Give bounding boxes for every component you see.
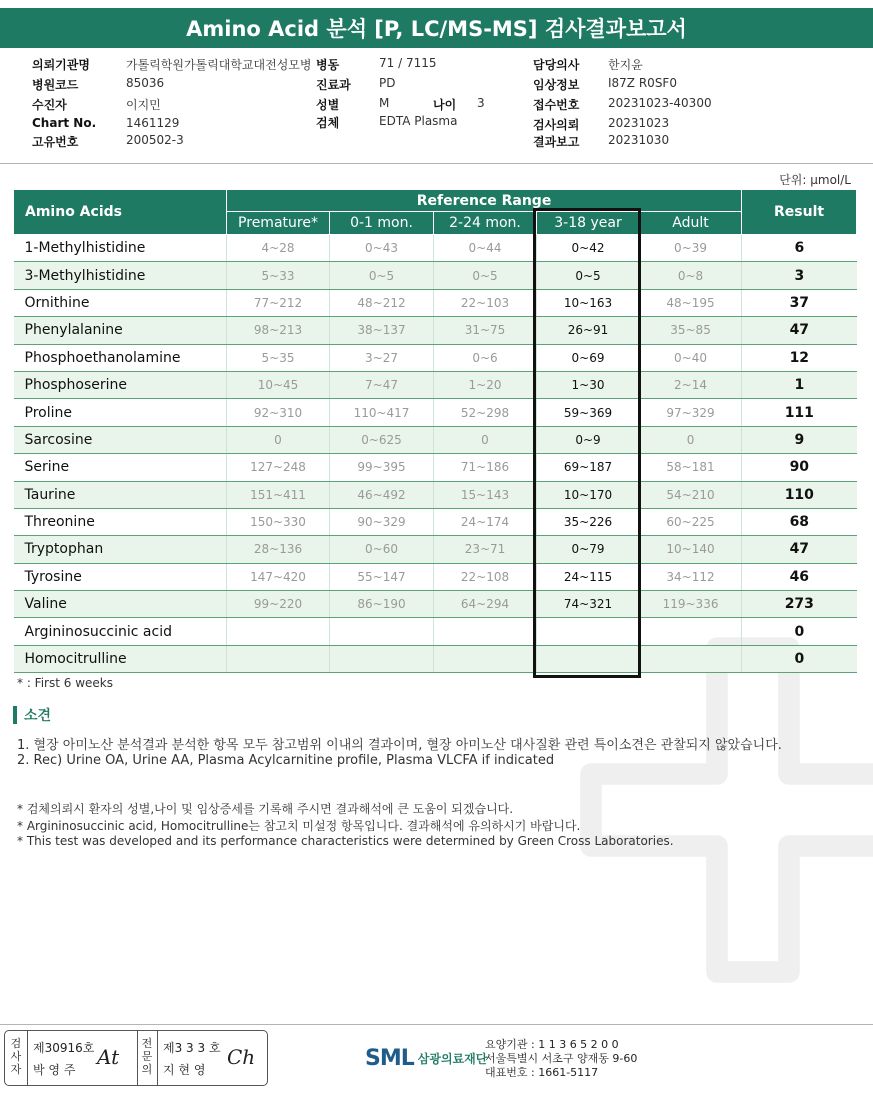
range-adult: 10~140: [640, 536, 742, 563]
range-adult: 54~210: [640, 481, 742, 508]
note-line-2: * Argininosuccinic acid, Homocitrulline는 참고치 미설정 항목입니다. 결과해석에 유의하시기 바랍니다.: [17, 819, 581, 833]
range-2-24-mon: 22~108: [434, 563, 537, 590]
table-row: [14, 262, 857, 289]
specialist-signature: Ch: [227, 1045, 256, 1069]
range-3-18-year: [537, 618, 640, 645]
range-adult: 97~329: [640, 399, 742, 426]
age-label: 나이: [433, 98, 457, 112]
range-0-1-mon: 90~329: [330, 508, 434, 535]
ward-label: 병동: [316, 58, 340, 72]
range-3-18-year: 1~30: [537, 371, 640, 398]
opinion-line-2: 2. Rec) Urine OA, Urine AA, Plasma Acylcarnitine profile, Plasma VLCFA if indicated: [17, 753, 555, 768]
range-2-24-mon: [434, 618, 537, 645]
header-range-adult: Adult: [640, 212, 742, 235]
range-premature: 5~33: [227, 262, 330, 289]
range-0-1-mon: 0~5: [330, 262, 434, 289]
lab-code: 요양기관 : 1 1 3 6 5 2 0 0: [485, 1038, 619, 1051]
logo-mark: SML: [365, 1045, 414, 1071]
header-range-2-24-mon: 2-24 mon.: [434, 212, 537, 235]
patient-value: 이지민: [126, 98, 161, 112]
range-premature: [227, 645, 330, 672]
result-value: 47: [742, 317, 857, 344]
amino-acid-name: Serine: [14, 454, 227, 481]
tester-label-text: 검 사 자: [10, 1037, 22, 1076]
range-adult: [640, 618, 742, 645]
range-adult: 0~8: [640, 262, 742, 289]
hospital-code-label: 병원코드: [32, 78, 79, 92]
specialist-name: 지 현 영: [163, 1063, 206, 1077]
tester-name: 박 영 주: [33, 1063, 76, 1077]
sex-label: 성별: [316, 98, 340, 112]
divider: [157, 1031, 158, 1085]
receipt-value: 20231023-40300: [608, 96, 712, 110]
result-value: 0: [742, 645, 857, 672]
table-row: [14, 399, 857, 426]
specimen-value: EDTA Plasma: [379, 114, 458, 128]
range-3-18-year: 26~91: [537, 317, 640, 344]
range-2-24-mon: 0: [434, 426, 537, 453]
lab-info: [485, 1038, 637, 1080]
range-0-1-mon: 7~47: [330, 371, 434, 398]
unique-value: 200502-3: [126, 133, 184, 147]
note-line-1: * 검체의뢰시 환자의 성별,나이 및 임상증세를 기록해 주시면 결과해석에 큰 도움이 되겠습니다.: [17, 802, 514, 816]
range-0-1-mon: 48~212: [330, 289, 434, 316]
range-adult: [640, 645, 742, 672]
result-value: 68: [742, 508, 857, 535]
amino-acid-name: Phosphoethanolamine: [14, 344, 227, 371]
range-adult: 48~195: [640, 289, 742, 316]
range-premature: 98~213: [227, 317, 330, 344]
result-value: 47: [742, 536, 857, 563]
range-3-18-year: 59~369: [537, 399, 640, 426]
result-value: 0: [742, 618, 857, 645]
result-value: 12: [742, 344, 857, 371]
amino-acid-name: Proline: [14, 399, 227, 426]
opinion-line-1: 1. 혈장 아미노산 분석결과 분석한 항목 모두 참고범위 이내의 결과이며, 혈장 아미노산 대사질환 관련 특이소견은 관찰되지 않았습니다.: [17, 738, 782, 753]
logo-name: 삼광의료재단: [417, 1051, 488, 1066]
range-0-1-mon: 46~492: [330, 481, 434, 508]
header-reference-range: Reference Range: [227, 190, 742, 212]
range-adult: 0: [640, 426, 742, 453]
result-value: 6: [742, 235, 857, 262]
range-adult: 0~39: [640, 235, 742, 262]
patient-info: [0, 56, 873, 156]
ward-value: 71 / 7115: [379, 56, 437, 70]
report-date-label: 결과보고: [533, 135, 580, 149]
tester-license: 제30916호: [33, 1041, 95, 1055]
range-0-1-mon: 110~417: [330, 399, 434, 426]
watermark-icon: [573, 620, 873, 1000]
range-premature: 4~28: [227, 235, 330, 262]
table-row: [14, 591, 857, 618]
range-2-24-mon: [434, 645, 537, 672]
result-value: 111: [742, 399, 857, 426]
header-amino-acids: Amino Acids: [14, 190, 227, 235]
range-premature: 92~310: [227, 399, 330, 426]
tester-signature: At: [97, 1045, 120, 1069]
header-result: Result: [742, 190, 857, 235]
specialist-license: 제3 3 3 호: [163, 1041, 221, 1055]
table-row: [14, 289, 857, 316]
result-value: 9: [742, 426, 857, 453]
range-premature: 151~411: [227, 481, 330, 508]
range-0-1-mon: 55~147: [330, 563, 434, 590]
amino-acid-name: Sarcosine: [14, 426, 227, 453]
opinion-heading: [13, 705, 51, 725]
range-2-24-mon: 31~75: [434, 317, 537, 344]
range-premature: 5~35: [227, 344, 330, 371]
range-0-1-mon: [330, 618, 434, 645]
amino-acid-rows: [14, 235, 857, 673]
range-premature: [227, 618, 330, 645]
footer-divider: [0, 1024, 873, 1025]
range-adult: 34~112: [640, 563, 742, 590]
result-value: 273: [742, 591, 857, 618]
range-premature: 10~45: [227, 371, 330, 398]
clinical-label: 임상정보: [533, 78, 580, 92]
result-value: 3: [742, 262, 857, 289]
table-footnote: * : First 6 weeks: [17, 676, 113, 690]
range-3-18-year: 10~170: [537, 481, 640, 508]
range-adult: 0~40: [640, 344, 742, 371]
sex-value: M: [379, 96, 390, 110]
range-3-18-year: 24~115: [537, 563, 640, 590]
range-3-18-year: 0~42: [537, 235, 640, 262]
chart-value: 1461129: [126, 116, 180, 130]
institution-value: 가톨릭학원가톨릭대학교대전성모병: [126, 58, 312, 72]
lab-phone: 대표번호 : 1661-5117: [485, 1066, 599, 1079]
range-premature: 150~330: [227, 508, 330, 535]
divider: [27, 1031, 28, 1085]
unit-label: 단위: μmol/L: [779, 173, 851, 187]
range-2-24-mon: 1~20: [434, 371, 537, 398]
specialist-label: [138, 1037, 156, 1076]
range-0-1-mon: 86~190: [330, 591, 434, 618]
amino-acid-name: Ornithine: [14, 289, 227, 316]
range-3-18-year: 0~9: [537, 426, 640, 453]
table-row: [14, 371, 857, 398]
range-2-24-mon: 0~5: [434, 262, 537, 289]
table-row: [14, 235, 857, 262]
range-2-24-mon: 71~186: [434, 454, 537, 481]
tester-label: [7, 1037, 25, 1076]
lab-address: 서울특별시 서초구 양재동 9-60: [485, 1052, 638, 1065]
range-2-24-mon: 0~6: [434, 344, 537, 371]
institution-label: 의뢰기관명: [32, 58, 90, 72]
amino-acid-name: Tyrosine: [14, 563, 227, 590]
table-row: [14, 344, 857, 371]
report-date-value: 20231030: [608, 133, 670, 147]
range-0-1-mon: 0~43: [330, 235, 434, 262]
result-value: 37: [742, 289, 857, 316]
specialist-label-text: 전 문 의: [141, 1037, 153, 1076]
range-0-1-mon: [330, 645, 434, 672]
range-2-24-mon: 0~44: [434, 235, 537, 262]
opinion-title: 소견: [24, 708, 52, 724]
range-premature: 99~220: [227, 591, 330, 618]
table-row: [14, 426, 857, 453]
amino-acid-name: Argininosuccinic acid: [14, 618, 227, 645]
table-row: [14, 618, 857, 645]
amino-acid-name: Tryptophan: [14, 536, 227, 563]
range-3-18-year: 69~187: [537, 454, 640, 481]
chart-label: Chart No.: [32, 116, 97, 130]
table-row: [14, 481, 857, 508]
range-adult: 119~336: [640, 591, 742, 618]
range-2-24-mon: 24~174: [434, 508, 537, 535]
request-date-label: 검사의뢰: [533, 118, 580, 132]
table-row: [14, 317, 857, 344]
range-0-1-mon: 38~137: [330, 317, 434, 344]
request-date-value: 20231023: [608, 116, 670, 130]
amino-acid-name: 3-Methylhistidine: [14, 262, 227, 289]
amino-acid-name: Valine: [14, 591, 227, 618]
range-2-24-mon: 23~71: [434, 536, 537, 563]
range-3-18-year: 0~79: [537, 536, 640, 563]
result-value: 90: [742, 454, 857, 481]
doctor-value: 한지윤: [608, 58, 643, 72]
range-adult: 60~225: [640, 508, 742, 535]
range-3-18-year: 10~163: [537, 289, 640, 316]
range-adult: 58~181: [640, 454, 742, 481]
signature-box: [4, 1030, 268, 1086]
lab-logo: [365, 1040, 487, 1076]
range-3-18-year: 74~321: [537, 591, 640, 618]
heading-bar: [13, 706, 17, 724]
header-range-0-1-mon: 0-1 mon.: [330, 212, 434, 235]
table-row: [14, 508, 857, 535]
age-value: 3: [477, 96, 485, 110]
report-title: Amino Acid 분석 [P, LC/MS-MS] 검사결과보고서: [0, 8, 873, 48]
range-2-24-mon: 22~103: [434, 289, 537, 316]
amino-acid-name: Phenylalanine: [14, 317, 227, 344]
amino-acid-name: Threonine: [14, 508, 227, 535]
range-2-24-mon: 64~294: [434, 591, 537, 618]
range-premature: 0: [227, 426, 330, 453]
range-premature: 147~420: [227, 563, 330, 590]
range-premature: 77~212: [227, 289, 330, 316]
table-row: [14, 645, 857, 672]
receipt-label: 접수번호: [533, 98, 580, 112]
amino-acid-name: Taurine: [14, 481, 227, 508]
note-line-3: * This test was developed and its performance characteristics were determined by Green Cross Laboratories.: [17, 834, 674, 848]
amino-acid-name: Phosphoserine: [14, 371, 227, 398]
hospital-code-value: 85036: [126, 76, 165, 90]
result-value: 110: [742, 481, 857, 508]
range-0-1-mon: 3~27: [330, 344, 434, 371]
table-row: [14, 536, 857, 563]
dept-label: 진료과: [316, 78, 351, 92]
dept-value: PD: [379, 76, 396, 90]
result-value: 1: [742, 371, 857, 398]
range-0-1-mon: 0~625: [330, 426, 434, 453]
range-3-18-year: [537, 645, 640, 672]
patient-label: 수진자: [32, 98, 67, 112]
range-0-1-mon: 0~60: [330, 536, 434, 563]
range-adult: 2~14: [640, 371, 742, 398]
amino-acid-name: Homocitrulline: [14, 645, 227, 672]
range-3-18-year: 0~69: [537, 344, 640, 371]
doctor-label: 담당의사: [533, 58, 580, 72]
range-premature: 127~248: [227, 454, 330, 481]
table-row: [14, 563, 857, 590]
table-row: [14, 454, 857, 481]
amino-acid-name: 1-Methylhistidine: [14, 235, 227, 262]
range-2-24-mon: 52~298: [434, 399, 537, 426]
result-value: 46: [742, 563, 857, 590]
range-premature: 28~136: [227, 536, 330, 563]
range-adult: 35~85: [640, 317, 742, 344]
range-3-18-year: 35~226: [537, 508, 640, 535]
header-range-3-18-year: 3-18 year: [537, 212, 640, 235]
info-divider: [0, 163, 873, 164]
unique-label: 고유번호: [32, 135, 79, 149]
range-0-1-mon: 99~395: [330, 454, 434, 481]
amino-acid-table: [13, 189, 857, 673]
specimen-label: 검체: [316, 116, 340, 130]
header-range-premature: Premature*: [227, 212, 330, 235]
range-2-24-mon: 15~143: [434, 481, 537, 508]
range-3-18-year: 0~5: [537, 262, 640, 289]
clinical-value: I87Z R0SF0: [608, 76, 677, 90]
